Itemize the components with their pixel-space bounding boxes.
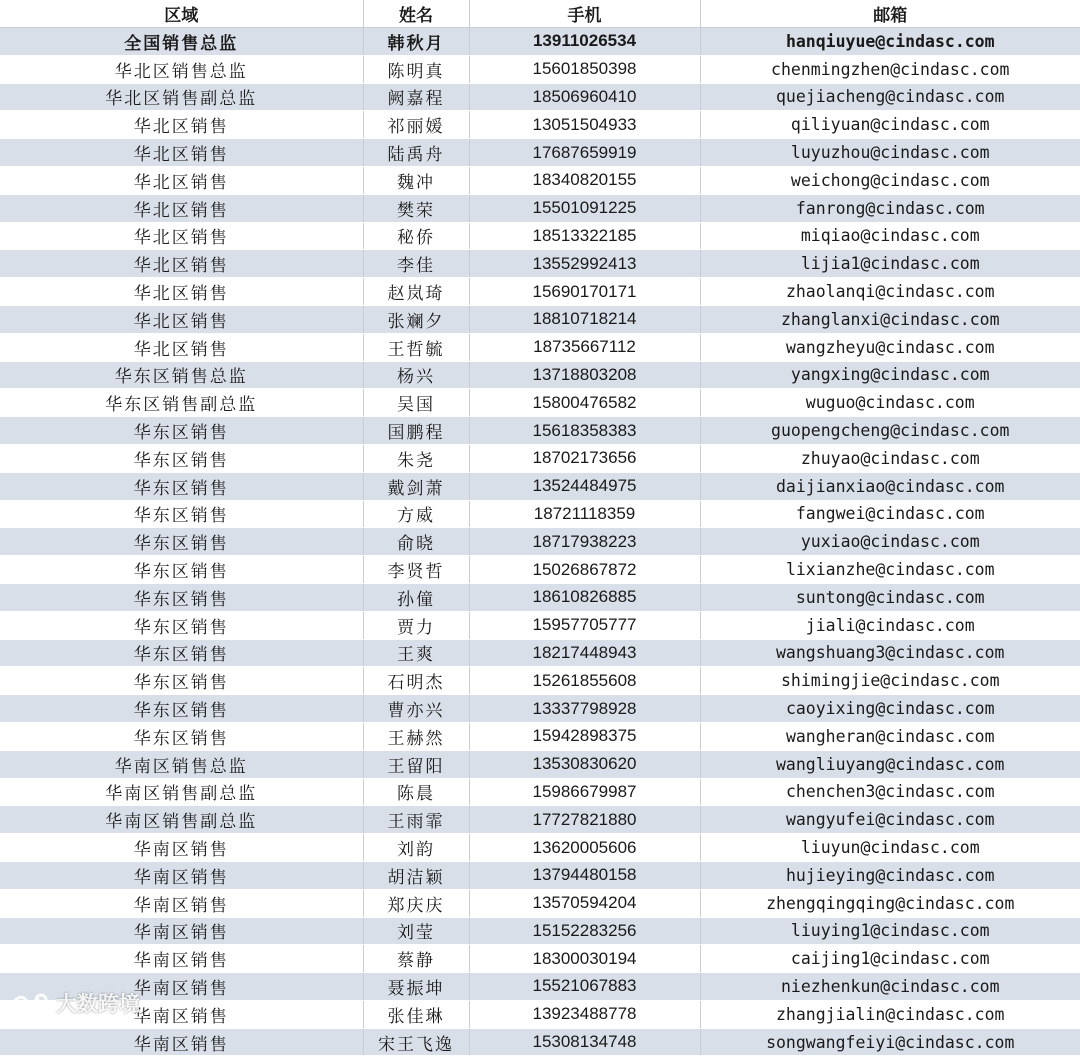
table-row [0, 28, 1080, 56]
table-row [0, 55, 1080, 83]
cell-phone: 15026867872 [469, 556, 700, 584]
cell-region: 华北区销售 [0, 222, 363, 250]
cell-name: 魏冲 [363, 166, 469, 194]
cell-email: wuguo@cindasc.com [700, 389, 1080, 417]
cell-phone: 15618358383 [469, 417, 700, 445]
table-row [0, 500, 1080, 528]
cell-email: weichong@cindasc.com [700, 166, 1080, 194]
cell-phone: 15800476582 [469, 389, 700, 417]
table-row [0, 1028, 1080, 1056]
cell-phone: 15957705777 [469, 611, 700, 639]
cell-email: luyuzhou@cindasc.com [700, 139, 1080, 167]
cell-phone: 15986679987 [469, 778, 700, 806]
table-row [0, 861, 1080, 889]
cell-email: wangzheyu@cindasc.com [700, 333, 1080, 361]
cell-name: 陆禹舟 [363, 139, 469, 167]
cell-phone: 13051504933 [469, 111, 700, 139]
table-row [0, 528, 1080, 556]
cell-region: 华东区销售 [0, 722, 363, 750]
cell-name: 王雨霏 [363, 806, 469, 834]
cell-email: hanqiuyue@cindasc.com [700, 28, 1080, 56]
cell-region: 华北区销售副总监 [0, 83, 363, 111]
cell-name: 宋王飞逸 [363, 1028, 469, 1056]
cell-name: 王赫然 [363, 722, 469, 750]
cell-region: 华东区销售 [0, 500, 363, 528]
cell-email: chenmingzhen@cindasc.com [700, 55, 1080, 83]
cell-name: 蔡静 [363, 945, 469, 973]
cell-phone: 18735667112 [469, 333, 700, 361]
cell-phone: 18340820155 [469, 166, 700, 194]
table-row [0, 333, 1080, 361]
cell-region: 华东区销售 [0, 528, 363, 556]
cell-email: miqiao@cindasc.com [700, 222, 1080, 250]
cell-region: 华南区销售总监 [0, 750, 363, 778]
cell-email: songwangfeiyi@cindasc.com [700, 1028, 1080, 1056]
cell-name: 郑庆庆 [363, 889, 469, 917]
cell-region: 华东区销售 [0, 556, 363, 584]
table-row [0, 806, 1080, 834]
table-row [0, 166, 1080, 194]
cell-name: 吴国 [363, 389, 469, 417]
table-row [0, 639, 1080, 667]
cell-region: 华南区销售副总监 [0, 778, 363, 806]
cell-name: 刘莹 [363, 917, 469, 945]
cell-phone: 13337798928 [469, 695, 700, 723]
cell-name: 国鹏程 [363, 417, 469, 445]
cell-email: jiali@cindasc.com [700, 611, 1080, 639]
cell-region: 华东区销售 [0, 695, 363, 723]
cell-phone: 15942898375 [469, 722, 700, 750]
cell-region: 华北区销售 [0, 278, 363, 306]
cell-email: wangliuyang@cindasc.com [700, 750, 1080, 778]
cell-email: daijianxiao@cindasc.com [700, 472, 1080, 500]
cell-region: 华东区销售 [0, 611, 363, 639]
cell-phone: 13794480158 [469, 861, 700, 889]
cell-name: 王哲毓 [363, 333, 469, 361]
cell-phone: 18506960410 [469, 83, 700, 111]
cell-region: 全国销售总监 [0, 28, 363, 56]
table-row [0, 750, 1080, 778]
cell-phone: 13911026534 [469, 28, 700, 56]
cell-region: 华东区销售副总监 [0, 389, 363, 417]
table-row [0, 778, 1080, 806]
cell-email: liuyun@cindasc.com [700, 834, 1080, 862]
cell-phone: 15521067883 [469, 973, 700, 1001]
cell-phone: 13552992413 [469, 250, 700, 278]
cell-region: 华北区销售 [0, 139, 363, 167]
cell-phone: 15308134748 [469, 1028, 700, 1056]
cell-region: 华南区销售 [0, 861, 363, 889]
cell-name: 祁丽媛 [363, 111, 469, 139]
cell-email: wangyufei@cindasc.com [700, 806, 1080, 834]
table-row [0, 139, 1080, 167]
table-row [0, 556, 1080, 584]
cell-region: 华东区销售 [0, 583, 363, 611]
table-row [0, 583, 1080, 611]
watermark-text: 大数跨境 [56, 992, 140, 1016]
cell-phone: 18717938223 [469, 528, 700, 556]
cell-region: 华北区销售总监 [0, 55, 363, 83]
cell-phone: 15261855608 [469, 667, 700, 695]
cell-email: caoyixing@cindasc.com [700, 695, 1080, 723]
header-row [0, 0, 1080, 28]
cell-region: 华南区销售 [0, 973, 363, 1001]
cell-phone: 18810718214 [469, 305, 700, 333]
cell-region: 华北区销售 [0, 166, 363, 194]
cell-email: zhuyao@cindasc.com [700, 444, 1080, 472]
cell-name: 赵岚琦 [363, 278, 469, 306]
cell-region: 华北区销售 [0, 333, 363, 361]
table-row [0, 417, 1080, 445]
cell-name: 张佳琳 [363, 1000, 469, 1028]
cell-name: 秘侨 [363, 222, 469, 250]
cell-name: 陈明真 [363, 55, 469, 83]
table-row [0, 111, 1080, 139]
cell-name: 张斓夕 [363, 305, 469, 333]
table-row [0, 444, 1080, 472]
cell-phone: 15501091225 [469, 194, 700, 222]
cell-name: 胡洁颖 [363, 861, 469, 889]
cell-region: 华南区销售 [0, 1028, 363, 1056]
cell-phone: 17687659919 [469, 139, 700, 167]
cell-phone: 15690170171 [469, 278, 700, 306]
cell-phone: 13530830620 [469, 750, 700, 778]
table-row [0, 722, 1080, 750]
cell-email: lijia1@cindasc.com [700, 250, 1080, 278]
cell-phone: 18300030194 [469, 945, 700, 973]
cell-region: 华北区销售 [0, 305, 363, 333]
cell-region: 华东区销售 [0, 444, 363, 472]
cell-name: 王留阳 [363, 750, 469, 778]
cell-name: 王爽 [363, 639, 469, 667]
cell-name: 杨兴 [363, 361, 469, 389]
table-row [0, 278, 1080, 306]
cell-email: zhangjialin@cindasc.com [700, 1000, 1080, 1028]
cell-name: 戴剑萧 [363, 472, 469, 500]
cell-email: zhaolanqi@cindasc.com [700, 278, 1080, 306]
cell-name: 李贤哲 [363, 556, 469, 584]
cell-email: caijing1@cindasc.com [700, 945, 1080, 973]
cell-email: fangwei@cindasc.com [700, 500, 1080, 528]
cell-name: 方威 [363, 500, 469, 528]
cell-phone: 18610826885 [469, 583, 700, 611]
table-row [0, 1000, 1080, 1028]
cell-region: 华南区销售 [0, 917, 363, 945]
cell-phone: 13524484975 [469, 472, 700, 500]
cell-region: 华南区销售 [0, 1000, 363, 1028]
cell-phone: 15152283256 [469, 917, 700, 945]
table-body [0, 28, 1080, 1056]
cell-region: 华东区销售总监 [0, 361, 363, 389]
table-row [0, 305, 1080, 333]
cell-name: 樊荣 [363, 194, 469, 222]
table-row [0, 83, 1080, 111]
table-row [0, 611, 1080, 639]
cell-email: liuying1@cindasc.com [700, 917, 1080, 945]
cell-email: zhanglanxi@cindasc.com [700, 305, 1080, 333]
table-row [0, 472, 1080, 500]
table-row [0, 917, 1080, 945]
cell-phone: 18217448943 [469, 639, 700, 667]
cell-email: wangshuang3@cindasc.com [700, 639, 1080, 667]
cell-name: 韩秋月 [363, 28, 469, 56]
header-name: 姓名 [363, 0, 469, 28]
cell-email: quejiacheng@cindasc.com [700, 83, 1080, 111]
cell-phone: 15601850398 [469, 55, 700, 83]
cell-region: 华南区销售 [0, 945, 363, 973]
cell-name: 聂振坤 [363, 973, 469, 1001]
cell-email: yangxing@cindasc.com [700, 361, 1080, 389]
cell-phone: 13570594204 [469, 889, 700, 917]
cell-region: 华东区销售 [0, 472, 363, 500]
table-row [0, 250, 1080, 278]
table-row [0, 389, 1080, 417]
cell-phone: 18721118359 [469, 500, 700, 528]
cell-name: 石明杰 [363, 667, 469, 695]
cell-region: 华东区销售 [0, 639, 363, 667]
cell-phone: 13620005606 [469, 834, 700, 862]
cell-region: 华南区销售 [0, 889, 363, 917]
cell-email: lixianzhe@cindasc.com [700, 556, 1080, 584]
cell-region: 华北区销售 [0, 250, 363, 278]
table-row [0, 667, 1080, 695]
cell-region: 华南区销售 [0, 834, 363, 862]
cell-email: zhengqingqing@cindasc.com [700, 889, 1080, 917]
cell-email: fanrong@cindasc.com [700, 194, 1080, 222]
cell-phone: 18702173656 [469, 444, 700, 472]
cell-phone: 13718803208 [469, 361, 700, 389]
table-row [0, 973, 1080, 1001]
cell-email: guopengcheng@cindasc.com [700, 417, 1080, 445]
cell-name: 阙嘉程 [363, 83, 469, 111]
cell-name: 陈晨 [363, 778, 469, 806]
cell-email: shimingjie@cindasc.com [700, 667, 1080, 695]
cell-region: 华东区销售 [0, 667, 363, 695]
cell-name: 孙僮 [363, 583, 469, 611]
header-region: 区域 [0, 0, 363, 28]
cell-name: 刘韵 [363, 834, 469, 862]
cell-name: 朱尧 [363, 444, 469, 472]
table-row [0, 834, 1080, 862]
cell-region: 华北区销售 [0, 111, 363, 139]
table-row [0, 222, 1080, 250]
cell-email: yuxiao@cindasc.com [700, 528, 1080, 556]
cell-name: 俞晓 [363, 528, 469, 556]
cell-region: 华东区销售 [0, 417, 363, 445]
table-row [0, 945, 1080, 973]
table-row [0, 194, 1080, 222]
cell-name: 贾力 [363, 611, 469, 639]
cell-phone: 17727821880 [469, 806, 700, 834]
cell-name: 李佳 [363, 250, 469, 278]
cell-email: suntong@cindasc.com [700, 583, 1080, 611]
cell-region: 华南区销售副总监 [0, 806, 363, 834]
cell-email: niezhenkun@cindasc.com [700, 973, 1080, 1001]
cell-region: 华北区销售 [0, 194, 363, 222]
table-row [0, 695, 1080, 723]
cell-email: chenchen3@cindasc.com [700, 778, 1080, 806]
table-row [0, 889, 1080, 917]
cell-phone: 18513322185 [469, 222, 700, 250]
cell-email: qiliyuan@cindasc.com [700, 111, 1080, 139]
cell-email: wangheran@cindasc.com [700, 722, 1080, 750]
header-phone: 手机 [469, 0, 700, 28]
cell-email: hujieying@cindasc.com [700, 861, 1080, 889]
table-row [0, 361, 1080, 389]
header-email: 邮箱 [700, 0, 1080, 28]
cell-phone: 13923488778 [469, 1000, 700, 1028]
cell-name: 曹亦兴 [363, 695, 469, 723]
